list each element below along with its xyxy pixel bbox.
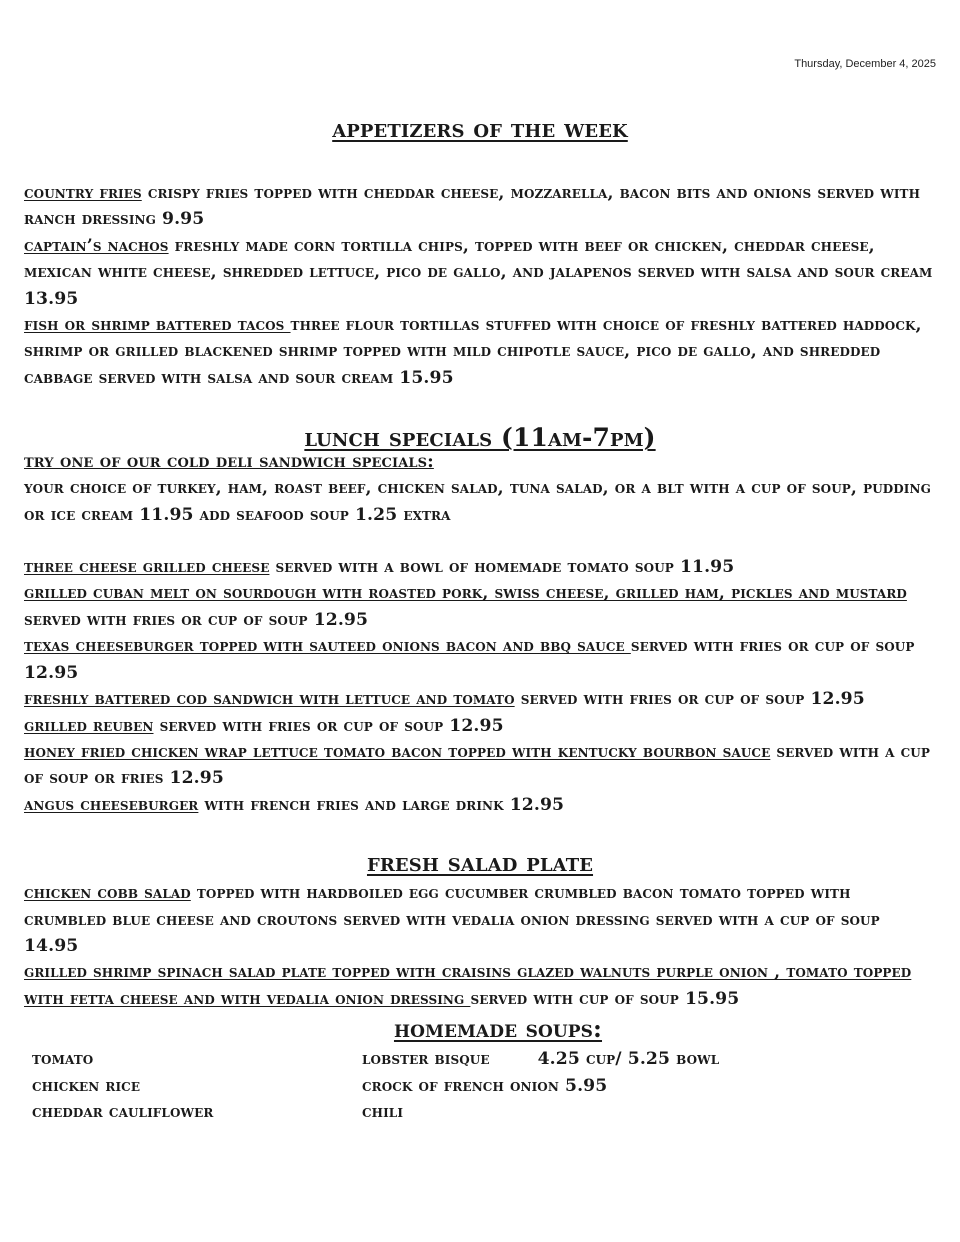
spacer: [24, 528, 936, 554]
appetizers-heading: appetizers of the week: [332, 114, 628, 143]
soups-heading: homemade soups:: [393, 1014, 603, 1044]
soups-left-column: [32, 1046, 362, 1125]
menu-item: [24, 880, 936, 959]
menu-item: [24, 959, 936, 1012]
item-name: captain’s nachos: [24, 235, 169, 256]
menu-item: [24, 792, 936, 818]
menu-item: [24, 686, 936, 712]
print-date: Thursday, December 4, 2025: [794, 58, 936, 70]
item-name: texas cheeseburger topped with sauteed onions bacon and bbq sauce: [24, 636, 631, 657]
menu-item: [24, 739, 936, 792]
soups-list: [24, 1046, 936, 1125]
menu-item: [24, 312, 936, 391]
item-desc: served with fries or cup of soup 12.95: [514, 689, 865, 710]
item-desc: served with fries or cup of soup 12.95: [153, 715, 504, 736]
lunch-heading: lunch specials (11am-7pm): [304, 423, 656, 453]
menu-item: [24, 713, 936, 739]
menu-item: [24, 633, 936, 686]
item-desc: three flour tortillas stuffed with choice of freshly battered haddock, shrimp or grilled blackened shrimp topped with mild chipotle sauce, pico de gallo, and shredded cabbage served with salsa and sour cream 15.95: [24, 315, 922, 388]
deli-description: your choice of turkey, ham, roast beef, chicken salad, tuna salad, or a blt with a cup of soup, pudding or ice cream 11.95 add seafood soup 1.25 extra: [24, 478, 931, 525]
salad-heading: fresh salad plate: [366, 848, 594, 878]
soup-item: lobster bisque: [362, 1049, 490, 1070]
item-desc: crispy fries topped with cheddar cheese, mozzarella, bacon bits and onions served with ranch dressing 9.95: [24, 183, 921, 230]
item-desc: freshly made corn tortilla chips, topped with beef or chicken, cheddar cheese, mexican white cheese, shredded lettuce, pico de gallo, and jalapenos served with salsa and sour cream 13.95: [24, 235, 933, 309]
menu-item: [24, 554, 936, 580]
menu-item: [24, 233, 936, 312]
item-desc: served with cup of soup 15.95: [470, 988, 740, 1009]
item-name: country fries: [24, 183, 142, 203]
item-name: angus cheeseburger: [24, 794, 199, 815]
item-name: chicken cobb salad: [24, 883, 191, 904]
soup-item: crock of french onion 5.95: [362, 1075, 608, 1096]
item-desc: served with a cup of soup or fries 12.95: [24, 741, 930, 789]
soup-row: [362, 1046, 719, 1072]
item-desc: with french fries and large drink 12.95: [198, 794, 565, 815]
deli-subheading: try one of our cold deli sandwich specials:: [24, 451, 434, 473]
item-desc: served with a bowl of homemade tomato soup 11.95: [269, 557, 735, 578]
menu-item: [24, 580, 936, 633]
item-desc: topped with hardboiled egg cucumber crumbled bacon tomato topped with crumbled blue cheese and croutons served with vedalia onion dressing served with a cup of soup 14.95: [24, 883, 880, 956]
item-name: grilled cuban melt on sourdough with roasted pork, swiss cheese, grilled ham, pickles and mustard: [24, 583, 907, 604]
soup-item: chicken rice: [32, 1075, 141, 1096]
soup-item: tomato: [32, 1049, 94, 1070]
item-name: grilled reuben: [24, 715, 154, 736]
item-desc: served with fries or cup of soup 12.95: [24, 636, 915, 683]
item-desc: served with fries or cup of soup 12.95: [24, 609, 369, 630]
item-name: freshly battered cod sandwich with lettuce and tomato: [24, 689, 515, 710]
item-name: grilled shrimp spinach salad plate topped with craisins glazed walnuts purple onion , tomato topped with fetta cheese and with vedalia onion dressing: [24, 962, 912, 1009]
soups-right-column: [362, 1046, 719, 1125]
soup-item: chili: [362, 1101, 404, 1122]
soup-item: cheddar cauliflower: [32, 1101, 214, 1122]
item-name: fish or shrimp battered tacos: [24, 315, 291, 336]
item-name: honey fried chicken wrap lettuce tomato bacon topped with kentucky bourbon sauce: [24, 741, 771, 762]
menu-page: [24, 112, 936, 1125]
menu-item: [24, 180, 936, 233]
soup-price: 4.25 cup/ 5.25 bowl: [537, 1049, 720, 1070]
item-name: three cheese grilled cheese: [24, 557, 270, 578]
